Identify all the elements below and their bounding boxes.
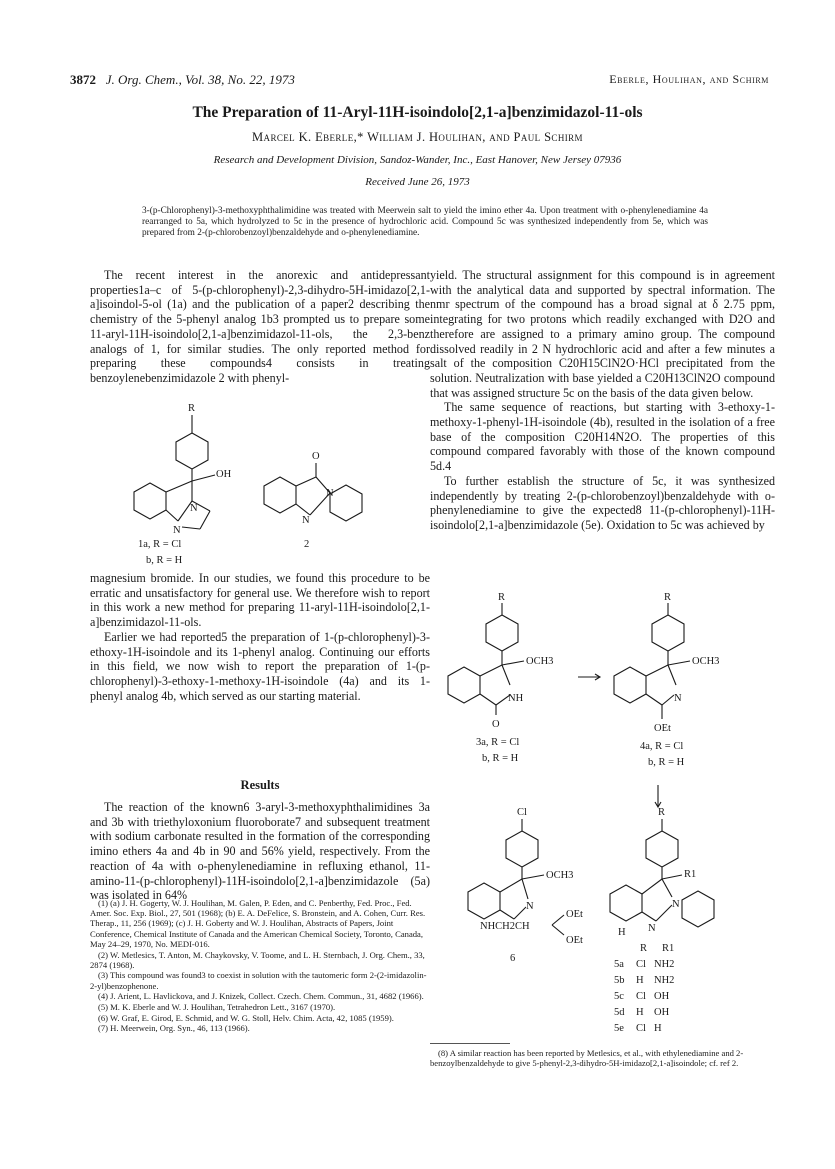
page-number: 3872 bbox=[70, 72, 96, 87]
structural-assignment-paragraph: yield. The structural assignment for this compound is in agreement with the analytical data and supported by spectral information. The nmr spectrum of the compound has a broad signal at δ 2.75 ppm, integrating for two protons which readily exchanged with D2O and therefore are assigned to a primary amino group. The compound dissolved readily in 2 N hydrochloric acid and after a few minutes a salt of the composition C20H15ClN2O·HCl precipitated from the solution. Neutralization with base yielded a C20H13ClN2O compound that was assigned structure 5c on the basis of the data given below. bbox=[430, 268, 775, 400]
table-row-5b-r: H bbox=[636, 975, 644, 986]
c5-n1-label: N bbox=[672, 899, 680, 910]
footnote-rule bbox=[430, 1043, 510, 1044]
article-authors: Marcel K. Eberle,* William J. Houlihan, and Paul Schirm bbox=[252, 130, 583, 144]
c3-och3-label: OCH3 bbox=[526, 656, 554, 667]
c4-oet-label: OEt bbox=[654, 723, 671, 734]
same-sequence-paragraph: The same sequence of reactions, but starting with 3-ethoxy-1-methoxy-1-phenyl-1H-isoindole (4b), resulted in the isolation of a free base of the composition C20H14N2O. The properties of this compound compared favorably with those of the known compound 5d.4 bbox=[430, 400, 775, 474]
table-row-5a-r1: NH2 bbox=[654, 959, 675, 970]
table-row-5c-r1: OH bbox=[654, 991, 670, 1002]
footnote-5: (5) M. K. Eberle and W. J. Houlihan, Tetrahedron Lett., 3167 (1970). bbox=[98, 1002, 336, 1013]
footnote-2: (2) W. Metlesics, T. Anton, M. Chaykovsky, V. Toome, and L. H. Sternbach, J. Org. Chem., 33, 2874 (1968). bbox=[90, 949, 425, 970]
table-row-5e-r: Cl bbox=[636, 1023, 646, 1034]
earlier-report-paragraph: Earlier we had reported5 the preparation of 1-(p-chlorophenyl)-3-ethoxy-1H-isoindole and its 1-phenyl analog. Continuing our efforts in this field, we now wish to report the preparation of 1-(p-chlorophenyl)-3-ethoxy-1-methoxy-1H-isoindole (4a) and its 1-phenyl analog 4b, which served as our starting material. bbox=[90, 629, 430, 703]
footnote-6: (6) W. Graf, E. Girod, E. Schmid, and W. G. Stoll, Helv. Chim. Acta, 42, 1085 (1959). bbox=[98, 1012, 394, 1023]
table-row-5b-id: 5b bbox=[614, 975, 625, 986]
c3-o-label: O bbox=[492, 719, 500, 730]
fig2-n-bottom-label: N bbox=[302, 515, 310, 526]
footnote-4: (4) J. Arient, L. Havlickova, and J. Knizek, Collect. Czech. Chem. Commun., 31, 4682 (1966). bbox=[98, 991, 424, 1002]
table-row-5a-id: 5a bbox=[614, 959, 624, 970]
c6-cl-label: Cl bbox=[517, 807, 527, 818]
independent-synthesis-paragraph: To further establish the structure of 5c, it was synthesized independently by treating 2-(p-chlorobenzoyl)benzaldehyde with o-phenylenediamine to give the expected8 11-(p-chlorophenyl)-11H-isoindolo[2,1-a]benzimidazole (5e). Oxidation to 5c was achieved by bbox=[430, 473, 775, 532]
footnote-8-text: (8) A similar reaction has been reported by Metlesics, et al., with ethylenediamine and 2-benzoylbenzaldehyde to give 5-phenyl-2,3-dihydro-5H-imidazo[2,1-a]isoindole; cf. ref 2. bbox=[430, 1048, 744, 1069]
table-row-5c-r: Cl bbox=[636, 991, 646, 1002]
c6-oet1-label: OEt bbox=[566, 909, 583, 920]
compound-6-label: 6 bbox=[510, 953, 516, 964]
table-row-5a-r: Cl bbox=[636, 959, 646, 970]
compound-2-label: 2 bbox=[304, 539, 310, 550]
fig2-o-label: O bbox=[312, 451, 320, 462]
c4-och3-label: OCH3 bbox=[692, 656, 720, 667]
c4-r-label: R bbox=[664, 592, 672, 603]
fig1-n-ring-label: N bbox=[190, 503, 198, 514]
journal-citation: J. Org. Chem., Vol. 38, No. 22, 1973 bbox=[105, 72, 295, 87]
compound-5-table bbox=[614, 959, 674, 1034]
compound-3a-label: 3a, R = Cl bbox=[476, 737, 520, 748]
table-row-5e-r1: H bbox=[654, 1023, 662, 1034]
c5-r1-label: R1 bbox=[684, 869, 697, 880]
running-header-authors: Eberle, Houlihan, and Schirm bbox=[609, 72, 769, 86]
left-column-results bbox=[90, 800, 430, 903]
compound-3b-label: b, R = H bbox=[482, 753, 519, 764]
left-column-body bbox=[90, 571, 430, 703]
article-title: The Preparation of 11-Aryl-11H-isoindolo[2,1-a]benzimidazol-11-ols bbox=[192, 104, 643, 121]
fig1-n-bottom-label: N bbox=[173, 525, 181, 536]
results-paragraph: The reaction of the known6 3-aryl-3-methoxyphthalimidines 3a and 3b with triethyloxonium fluoroborate7 and subsequent treatment with sodium carbonate resulted in the formation of the corresponding imino ethers 4a and 4b in 90 and 56% yield, respectively. From the reaction of 4a with o-phenylenediamine in refluxing ethanol, 11-amino-11-(p-chlorophenyl)-11H-isoindolo[2,1-a]benzimidazole (5a) was isolated in 64% bbox=[90, 800, 430, 903]
c4-n-label: N bbox=[674, 693, 682, 704]
right-column-body bbox=[430, 268, 775, 533]
compound-1b-label: b, R = H bbox=[146, 555, 183, 566]
c6-och3-label: OCH3 bbox=[546, 870, 574, 881]
after-figure-paragraph: magnesium bromide. In our studies, we found this procedure to be erratic and unsatisfactory for general use. We therefore wish to report in this work a new method for preparing 11-aryl-11H-isoindolo[2,1-a]benzimidazol-11-ols. bbox=[90, 571, 430, 630]
table-row-5c-id: 5c bbox=[614, 991, 624, 1002]
footnote-8 bbox=[430, 1048, 775, 1069]
article-affiliation: Research and Development Division, Sandoz-Wander, Inc., East Hanover, New Jersey 07936 bbox=[213, 154, 622, 166]
c5-r-label: R bbox=[658, 807, 666, 818]
table-row-5d-r1: OH bbox=[654, 1007, 670, 1018]
c3-nh-label: NH bbox=[508, 693, 524, 704]
running-header-left bbox=[70, 72, 295, 88]
section-heading-results: Results bbox=[240, 778, 280, 792]
table-row-5d-r: H bbox=[636, 1007, 644, 1018]
c3-r-label: R bbox=[498, 592, 506, 603]
table-row-5d-id: 5d bbox=[614, 1007, 625, 1018]
footnote-7: (7) H. Meerwein, Org. Syn., 46, 113 (1966). bbox=[98, 1023, 250, 1034]
c6-oet2-label: OEt bbox=[566, 935, 583, 946]
fig2-n-right-label: N bbox=[326, 488, 334, 499]
received-date: Received June 26, 1973 bbox=[365, 176, 470, 188]
footnote-3: (3) This compound was found3 to coexist in solution with the tautomeric form 2-(2-imidazolin-2-yl)benzophenone. bbox=[90, 970, 427, 991]
c6-side-chain-label: NHCH2CH bbox=[480, 921, 530, 932]
table-row-5b-r1: NH2 bbox=[654, 975, 675, 986]
footnote-1: (1) (a) J. H. Gogerty, W. J. Houlihan, M. Galen, P. Eden, and C. Penberthy, Fed. Proc., Fed. Amer. Soc. Exp. Biol., 27, 501 (1968); (b) E. A. DeFelice, S. Bronstein, and A. Cohen, Curr. Res. Therap., 11, 256 (1969); (c) J. H. Goberty and W. J. Houlihan, Abstracts of Papers, Joint Conference, Chemical Institute of Canada and the American Chemical Society, Toronto, Canada, May 24–29, 1970, No. MEDI-016. bbox=[90, 898, 426, 949]
footnotes-left bbox=[90, 898, 430, 1034]
reaction-scheme bbox=[440, 592, 780, 1034]
c5-h-label: H bbox=[618, 927, 626, 938]
table-head-r1: R1 bbox=[662, 943, 675, 954]
c5-n2-label: N bbox=[648, 923, 656, 934]
table-row-5e-id: 5e bbox=[614, 1023, 624, 1034]
fig1-r-label: R bbox=[188, 403, 196, 414]
left-column-intro bbox=[90, 268, 430, 386]
table-head-r: R bbox=[640, 943, 648, 954]
compound-4b-label: b, R = H bbox=[648, 757, 685, 768]
compound-1a-label: 1a, R = Cl bbox=[138, 539, 182, 550]
c6-n-label: N bbox=[526, 901, 534, 912]
figure-compounds-1-2 bbox=[120, 405, 400, 565]
fig1-oh-label: OH bbox=[216, 469, 232, 480]
compound-4a-label: 4a, R = Cl bbox=[640, 741, 684, 752]
intro-paragraph: The recent interest in the anorexic and antidepressant properties1a–c of 5-(p-chlorophenyl)-2,3-dihydro-5H-imidazo[2,1-a]isoindol-5-ol (1a) and the publication of a paper2 describing the chemistry of the 5-phenyl analog 1b3 prompted us to prepare some 11-aryl-11H-isoindolo[2,1-a]benzimidazol-11-ols, the 2,3-benz analogs of 1, for similar studies. The only reported method for preparing these compounds4 consists in treating benzoylenebenzimidazole 2 with phenyl- bbox=[90, 268, 430, 385]
abstract: 3-(p-Chlorophenyl)-3-methoxyphthalimidine was treated with Meerwein salt to yield the imino ether 4a. Upon treatment with o-phenylenediamine 4a rearranged to 5a, which hydrolyzed to 5c in the presence of hydrochloric acid. Compound 5c was synthesized independently from 5e, which was prepared from 2-(p-chlorobenzoyl)benzaldehyde and o-phenylenediamine. bbox=[142, 206, 708, 239]
